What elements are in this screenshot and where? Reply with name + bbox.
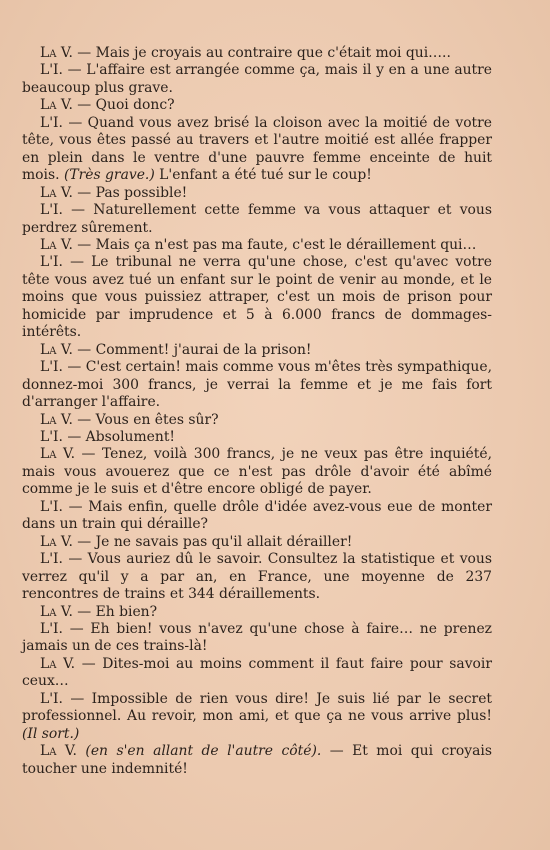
dialogue-line	[22, 342, 492, 359]
dialogue-line	[22, 429, 492, 446]
dialogue-line	[22, 691, 492, 743]
line-text: — C'est certain! mais comme vous m'êtes très sympathique, donnez-moi 300 francs, je verrai la femme et je me fais fort d'arranger l'affaire.	[22, 359, 492, 411]
dialogue-line	[22, 604, 492, 621]
dialogue-line	[22, 237, 492, 254]
line-text-after: L'enfant a été tué sur le coup!	[154, 167, 372, 184]
dialogue-line	[22, 62, 492, 97]
dialogue-line	[22, 551, 492, 603]
line-text: — Mais je croyais au contraire que c'était moi qui…..	[72, 45, 451, 61]
line-text: — Comment! j'aurai de la prison!	[72, 341, 312, 358]
stage-direction: (Il sort.)	[22, 725, 80, 742]
speaker-name: L'I.	[40, 254, 63, 271]
line-text: — Quoi donc?	[72, 97, 175, 114]
line-text: — Vous auriez dû le savoir. Consultez la statistique et vous verrez qu'il y a par an, en France, une moyenne de 237 rencontres de trains et 344 déraillements.	[22, 551, 492, 603]
speaker-name: La V.	[40, 603, 73, 620]
dialogue-line	[22, 115, 492, 185]
speaker-name: La V.	[40, 743, 77, 760]
line-text: — Naturellement cette femme va vous attaquer et vous perdrez sûrement.	[22, 202, 492, 236]
line-text-after: — Et moi qui croyais toucher une indemnité!	[22, 743, 492, 777]
line-text: — Eh bien! vous n'avez qu'une chose à faire… ne prenez jamais un de ces trains-là!	[22, 620, 492, 655]
dialogue-line	[22, 743, 492, 778]
stage-direction: (Très grave.)	[63, 167, 155, 184]
dialogue-line	[22, 656, 492, 691]
speaker-name: La V.	[40, 184, 73, 201]
line-text: — Vous en êtes sûr?	[72, 411, 219, 428]
dialogue-line	[22, 412, 492, 429]
line-text: — Mais enfin, quelle drôle d'idée avez-vous eue de monter dans un train qui déraille?	[22, 498, 492, 533]
dialogue-text	[22, 45, 492, 778]
speaker-name: La V.	[40, 97, 73, 114]
speaker-name: L'I.	[40, 359, 63, 376]
line-text: — Je ne savais pas qu'il allait dérailler!	[72, 533, 353, 550]
dialogue-line	[22, 97, 492, 114]
line-text: — Mais ça n'est pas ma faute, c'est le déraillement qui…	[72, 236, 477, 253]
line-text: — Impossible de rien vous dire! Je suis lié par le secret professionnel. Au revoir, mon ami, et que ça ne vous arrive plus!	[22, 690, 492, 725]
speaker-name: L'I.	[40, 551, 63, 568]
line-text: — Quand vous avez brisé la cloison avec la moitié de votre tête, vous êtes passé au travers et l'autre moitié est allée frapper en plein dans le ventre d'une pauvre femme enceinte de huit mois.	[22, 114, 492, 184]
speaker-name: L'I.	[40, 690, 63, 707]
dialogue-line	[22, 621, 492, 656]
speaker-name: La V.	[40, 341, 73, 358]
speaker-name: La V.	[40, 411, 73, 428]
speaker-name: L'I.	[40, 202, 63, 219]
line-text: — Absolument!	[62, 428, 175, 445]
line-text: — Dites-moi au moins comment il faut faire pour savoir ceux…	[22, 655, 492, 690]
speaker-name: L'I.	[40, 620, 63, 637]
dialogue-line	[22, 202, 492, 237]
stage-direction: (en s'en allant de l'autre côté).	[85, 743, 322, 760]
speaker-name: La V.	[40, 446, 76, 463]
speaker-name: L'I.	[40, 114, 63, 131]
dialogue-line	[22, 254, 492, 341]
line-text: — Tenez, voilà 300 francs, je ne veux pas être inquiété, mais vous avouerez que ce n'est pas drôle d'avoir été abîmé comme je le suis et d'être encore obligé de payer.	[22, 446, 492, 498]
speaker-name: La V.	[40, 655, 76, 672]
speaker-name: L'I.	[40, 498, 63, 515]
speaker-name: La V.	[40, 533, 73, 550]
line-text: — Le tribunal ne verra qu'une chose, c'est qu'avec votre tête vous avez tué un enfant sur le point de venir au monde, et le moins que vous puissiez attraper, c'est un mois de prison pour homicide par imprudence et 5 à 6.000 francs de dommages-intérêts.	[22, 254, 492, 341]
line-text: — L'affaire est arrangée comme ça, mais il y en a une autre beaucoup plus grave.	[22, 62, 492, 96]
dialogue-line	[22, 534, 492, 551]
speaker-name: La V.	[40, 45, 73, 61]
line-text: — Eh bien?	[72, 603, 158, 620]
line-text: — Pas possible!	[72, 184, 188, 201]
dialogue-line	[22, 359, 492, 411]
dialogue-line	[22, 185, 492, 202]
dialogue-line	[22, 499, 492, 534]
speaker-name: L'I.	[40, 428, 63, 445]
speaker-name: La V.	[40, 236, 73, 253]
dialogue-line	[22, 45, 492, 62]
speaker-name: L'I.	[40, 62, 63, 79]
dialogue-line	[22, 446, 492, 498]
